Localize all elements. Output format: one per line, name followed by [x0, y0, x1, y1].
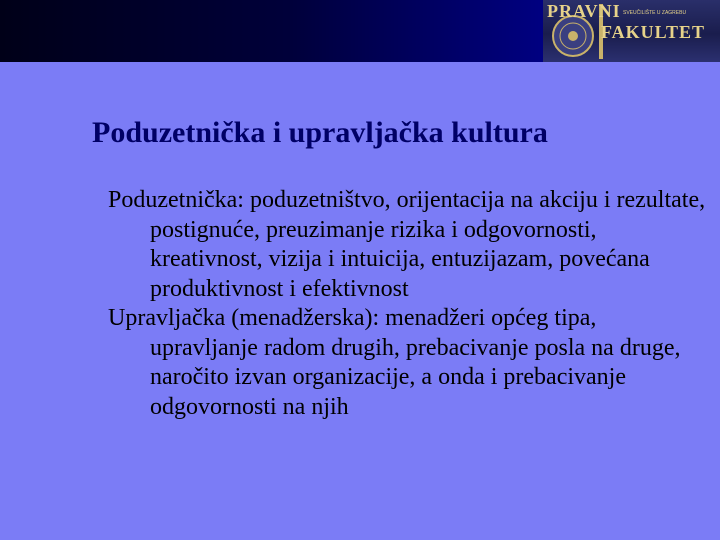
- logo-text-pravni: PRAVNI: [547, 1, 621, 21]
- paragraph-entrepreneurial: Poduzetnička: poduzetništvo, orijentacija na akciju i rezultate, postignuće, preuzimanje rizika i odgovornosti, kreativnost, vizija i intuicija, entuzijazam, povećana produktivnost i efektivnost: [108, 187, 706, 302]
- logo-text-university: SVEUČILIŠTE U ZAGREBU: [623, 10, 687, 16]
- faculty-logo: [543, 0, 720, 62]
- slide-content: [108, 186, 708, 422]
- logo-text-fakultet: FAKULTET: [601, 22, 706, 42]
- paragraph-managerial: Upravljačka (menadžerska): menadžeri općeg tipa, upravljanje radom drugih, prebacivanje posla na druge, naročito izvan organizacije, a onda i prebacivanje odgovornosti na njih: [108, 305, 681, 420]
- slide-title: Poduzetnička i upravljačka kultura: [92, 116, 548, 149]
